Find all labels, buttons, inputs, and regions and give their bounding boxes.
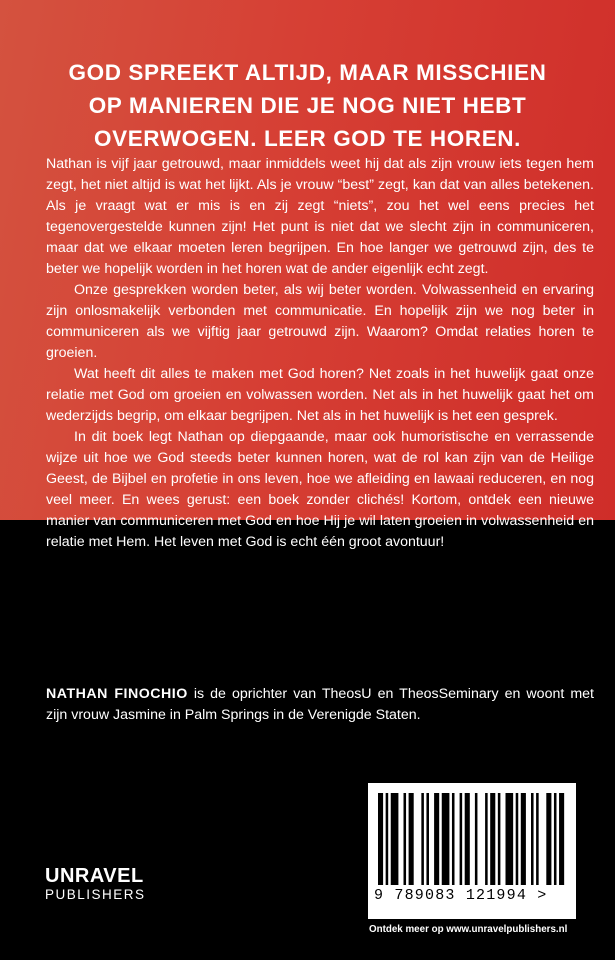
blurb-paragraph-3: Wat heeft dit alles te maken met God horen? Net zoals in het huwelijk gaat onze relatie met God om groeien en volwassen worden. Net als in het huwelijk gaat het om wederzijds begrip, om elkaar begrijpen. Net als in het huwelijk is het een gesprek. [46,366,594,424]
blurb-text [46,154,594,553]
barcode-icon [368,783,576,887]
headline-line-2: OP MANIEREN DIE JE NOG NIET HEBT [88,93,527,118]
author-bio-text: is de oprichter van TheosU en TheosSeminary en woont met zijn vrouw Jasmine in Palm Springs in de Verenigde Staten. [46,686,594,723]
headline-line-3: OVERWOGEN. LEER GOD TE HOREN. [93,126,522,151]
headline-line-1: GOD SPREEKT ALTIJD, MAAR MISSCHIEN [68,60,547,85]
publisher-logo-main: UNRAVEL [45,865,144,887]
website-link[interactable]: Ontdek meer op www.unravelpublishers.nl [369,924,568,935]
isbn-number: 9 789083 121994 > [374,887,548,904]
blurb-paragraph-2: Onze gesprekken worden beter, als wij beter worden. Volwassenheid en ervaring zijn onlosmakelijk verbonden met communicatie. En hopelijk zijn we nog beter in communiceren als we vijftig jaar getrouwd zijn. Waarom? Omdat relaties horen te groeien. [46,282,594,361]
publisher-logo-sub: PUBLISHERS [45,887,146,902]
author-bio [46,684,594,726]
blurb-paragraph-1: Nathan is vijf jaar getrouwd, maar inmiddels weet hij dat als zijn vrouw iets tegen hem zegt, het niet altijd is wat het lijkt. Als je vrouw “best” zegt, kan dat van alles betekenen. Als je vraagt wat er mis is en zij zegt “niets”, zou het wel eens precies het tegenovergestelde kunnen zijn! Het punt is niet dat we slecht zijn in communiceren, maar dat we elkaar moeten leren begrijpen. En hoe langer we getrouwd zijn, des te beter we hopelijk worden in het horen wat de ander eigenlijk echt zegt. [46,156,594,277]
cover-headline [20,56,595,155]
author-name: NATHAN FINOCHIO [46,686,188,702]
publisher-logo [45,866,146,902]
blurb-paragraph-4: In dit boek legt Nathan op diepgaande, maar ook humoristische en verrassende wijze uit hoe we God steeds beter kunnen horen, wat de rol kan zijn van de Heilige Geest, de Bijbel en profetie in ons leven, hoe we afleiding en lawaai reduceren, en nog veel meer. En wees gerust: een boek zonder clichés! Kortom, ontdek een nieuwe manier van communiceren met God en hoe Hij je wil laten groeien in volwassenheid en relatie met Hem. Het leven met God is echt één groot avontuur! [46,429,594,550]
barcode-panel [368,783,576,919]
